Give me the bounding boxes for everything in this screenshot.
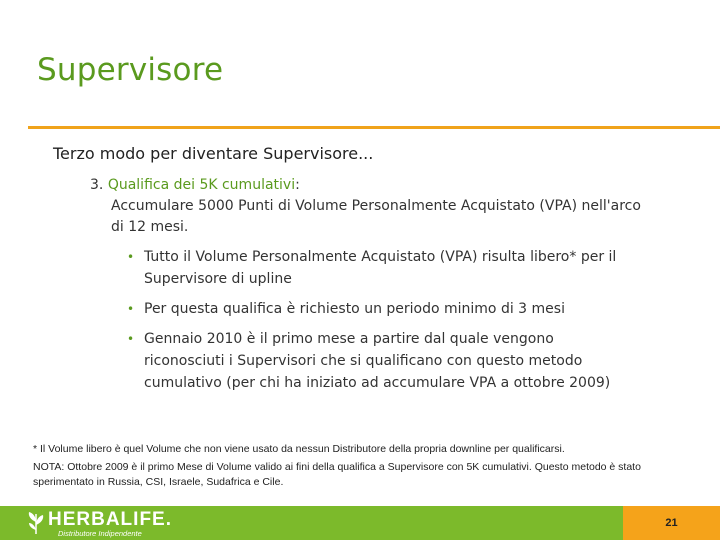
item-heading xyxy=(90,175,650,196)
item-body: Accumulare 5000 Punti di Volume Personalmente Acquistato (VPA) nell'arco di 12 mesi. xyxy=(111,198,641,235)
item-number: 3. xyxy=(90,177,104,193)
list-item xyxy=(124,328,624,394)
list-item xyxy=(124,246,624,290)
qualification-name: Qualifica dei 5K cumulativi xyxy=(107,177,296,193)
bullet-dot-icon: • xyxy=(127,250,135,264)
numbered-item-3 xyxy=(90,175,650,238)
bullet-dot-icon: • xyxy=(127,302,135,316)
bullet-list xyxy=(124,246,624,402)
brand-tagline: Distributore Indipendente xyxy=(58,529,142,538)
item-colon: : xyxy=(295,177,300,193)
herbalife-leaf-icon xyxy=(26,510,46,536)
bullet-text: Gennaio 2010 è il primo mese a partire dal quale vengono riconosciuti i Supervisori che si qualificano con questo metodo cumulativo (per chi ha iniziato ad accumulare VPA a ottobre 2009) xyxy=(144,331,611,391)
note-text: NOTA: Ottobre 2009 è il primo Mese di Volume valido ai fini della qualifica a Supervisore con 5K cumulativi. Questo metodo è stato sperimentato in Russia, CSI, Israele, Sudafrica e Cile. xyxy=(33,461,641,488)
list-item xyxy=(124,298,624,320)
intro-text: Terzo modo per diventare Supervisore... xyxy=(53,144,374,163)
slide-title: Supervisore xyxy=(37,52,224,88)
footnote: * Il Volume libero è quel Volume che non viene usato da nessun Distributore della propria downline per qualificarsi. xyxy=(33,443,565,455)
brand-name: HERBALIFE. xyxy=(48,509,172,530)
page-number: 21 xyxy=(623,506,720,540)
title-divider xyxy=(28,126,720,129)
bullet-text: Per questa qualifica è richiesto un periodo minimo di 3 mesi xyxy=(144,301,565,317)
bullet-dot-icon: • xyxy=(127,332,135,346)
bullet-text: Tutto il Volume Personalmente Acquistato (VPA) risulta libero* per il Supervisore di upline xyxy=(144,249,617,287)
